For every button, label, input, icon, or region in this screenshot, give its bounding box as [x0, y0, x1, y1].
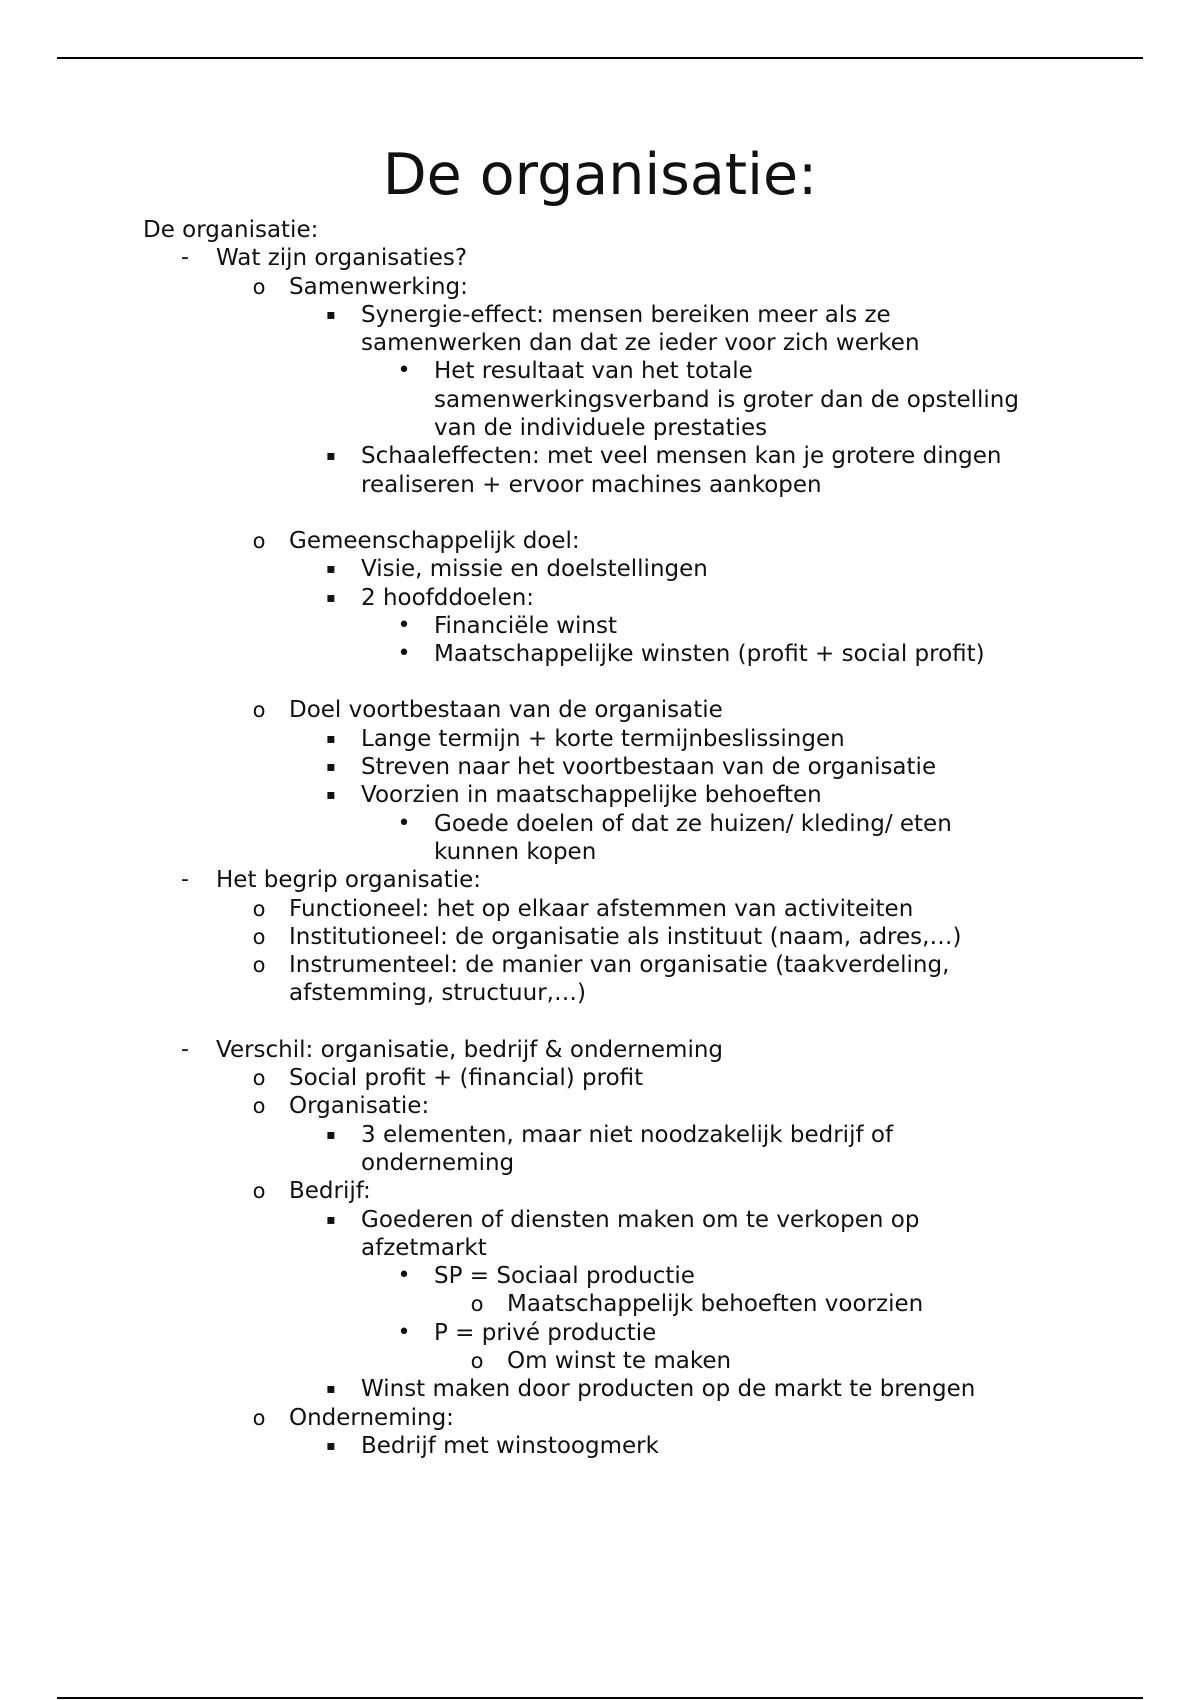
outline-text: afstemming, structuur,…) — [289, 980, 586, 1007]
square-bullet-icon: ▪ — [326, 1381, 336, 1398]
outline-line — [0, 1234, 1200, 1262]
outline-line — [0, 1121, 1200, 1149]
outline-line — [0, 527, 1200, 555]
outline-text: Om winst te maken — [507, 1347, 732, 1374]
outline-text: Verschil: organisatie, bedrijf & onderneming — [216, 1036, 724, 1063]
circle-bullet-icon: o — [252, 1094, 266, 1119]
outline-line — [0, 1036, 1200, 1064]
outline-text: Synergie-effect: mensen bereiken meer als ze — [361, 301, 891, 328]
circle-bullet-icon: o — [252, 1066, 266, 1091]
blank-line — [0, 1008, 1200, 1036]
outline-line — [0, 1262, 1200, 1290]
outline-text: Winst maken door producten op de markt te brengen — [361, 1376, 976, 1403]
outline-text: Doel voortbestaan van de organisatie — [289, 697, 723, 724]
outline-line — [0, 1064, 1200, 1092]
outline-line — [0, 329, 1200, 357]
outline-line — [0, 979, 1200, 1007]
outline-list — [0, 216, 1200, 1460]
outline-text: Het resultaat van het totale — [434, 358, 753, 385]
outline-text: Gemeenschappelijk doel: — [289, 527, 580, 554]
outline-text: Het begrip organisatie: — [216, 867, 482, 894]
square-bullet-icon: ▪ — [326, 1126, 336, 1143]
outline-line — [0, 301, 1200, 329]
dot-bullet-icon: • — [397, 1263, 411, 1289]
outline-text: Bedrijf: — [289, 1178, 371, 1205]
square-bullet-icon: ▪ — [326, 589, 336, 606]
outline-line — [0, 1092, 1200, 1120]
outline-text: Functioneel: het op elkaar afstemmen van activiteiten — [289, 895, 914, 922]
square-bullet-icon: ▪ — [326, 759, 336, 776]
outline-line — [0, 866, 1200, 894]
outline-line — [0, 1149, 1200, 1177]
outline-text: Maatschappelijk behoeften voorzien — [507, 1291, 924, 1318]
outline-line — [0, 1432, 1200, 1460]
outline-text: onderneming — [361, 1149, 515, 1176]
dash-bullet-icon: - — [181, 1036, 189, 1062]
dash-bullet-icon: - — [181, 867, 189, 893]
square-bullet-icon: ▪ — [326, 448, 336, 465]
outline-line — [0, 471, 1200, 499]
square-bullet-icon: ▪ — [326, 306, 336, 323]
outline-line — [0, 725, 1200, 753]
square-bullet-icon: ▪ — [326, 1211, 336, 1228]
outline-line — [0, 386, 1200, 414]
document-title: De organisatie: — [382, 142, 818, 208]
outline-text: Wat zijn organisaties? — [216, 245, 468, 272]
outline-text: Streven naar het voortbestaan van de organisatie — [361, 754, 937, 781]
outline-text: samenwerken dan dat ze ieder voor zich werken — [361, 330, 920, 357]
outline-line — [0, 923, 1200, 951]
outline-line — [0, 1177, 1200, 1205]
outline-text: Bedrijf met winstoogmerk — [361, 1432, 659, 1459]
outline-text: 2 hoofddoelen: — [361, 584, 535, 611]
outline-text: Samenwerking: — [289, 273, 468, 300]
blank-line — [0, 668, 1200, 696]
outline-text: Schaaleffecten: met veel mensen kan je grotere dingen — [361, 443, 1002, 470]
outline-line — [0, 781, 1200, 809]
circle-bullet-icon: o — [252, 274, 266, 299]
outline-text: De organisatie: — [143, 217, 319, 243]
circle-bullet-icon: o — [470, 1292, 484, 1317]
outline-text: Onderneming: — [289, 1404, 454, 1431]
outline-line — [0, 1290, 1200, 1318]
circle-bullet-icon: o — [252, 528, 266, 553]
footer-rule — [57, 1697, 1143, 1699]
outline-line — [0, 1375, 1200, 1403]
outline-line — [0, 810, 1200, 838]
outline-line — [0, 244, 1200, 272]
outline-text: Institutioneel: de organisatie als instituut (naam, adres,…) — [289, 923, 962, 950]
outline-text: kunnen kopen — [434, 838, 597, 865]
outline-text: realiseren + ervoor machines aankopen — [361, 471, 822, 498]
circle-bullet-icon: o — [252, 698, 266, 723]
circle-bullet-icon: o — [252, 924, 266, 949]
outline-text: 3 elementen, maar niet noodzakelijk bedrijf of — [361, 1121, 894, 1148]
outline-text: samenwerkingsverband is groter dan de opstelling — [434, 386, 1019, 413]
outline-text: Visie, missie en doelstellingen — [361, 556, 708, 583]
circle-bullet-icon: o — [252, 1405, 266, 1430]
outline-line — [0, 612, 1200, 640]
square-bullet-icon: ▪ — [326, 730, 336, 747]
square-bullet-icon: ▪ — [326, 1437, 336, 1454]
outline-text: Maatschappelijke winsten (profit + social profit) — [434, 641, 985, 668]
header-rule — [57, 57, 1143, 59]
outline-line — [0, 1347, 1200, 1375]
circle-bullet-icon: o — [252, 896, 266, 921]
circle-bullet-icon: o — [252, 1179, 266, 1204]
outline-line — [0, 1206, 1200, 1234]
outline-text: Social profit + (financial) profit — [289, 1065, 644, 1092]
outline-line — [0, 273, 1200, 301]
outline-text: Organisatie: — [289, 1093, 430, 1120]
dash-bullet-icon: - — [181, 245, 189, 271]
outline-line — [0, 1404, 1200, 1432]
blank-line — [0, 499, 1200, 527]
outline-text: SP = Sociaal productie — [434, 1263, 695, 1290]
outline-text: Instrumenteel: de manier van organisatie (taakverdeling, — [289, 952, 950, 979]
outline-line — [0, 555, 1200, 583]
outline-line — [0, 753, 1200, 781]
circle-bullet-icon: o — [252, 953, 266, 978]
square-bullet-icon: ▪ — [326, 561, 336, 578]
outline-line — [0, 838, 1200, 866]
dot-bullet-icon: • — [397, 358, 411, 384]
outline-text: Goede doelen of dat ze huizen/ kleding/ eten — [434, 810, 952, 837]
outline-line — [0, 442, 1200, 470]
dot-bullet-icon: • — [397, 641, 411, 667]
outline-line — [0, 414, 1200, 442]
outline-line — [0, 216, 1200, 244]
dot-bullet-icon: • — [397, 612, 411, 638]
outline-text: van de individuele prestaties — [434, 415, 768, 442]
dot-bullet-icon: • — [397, 1319, 411, 1345]
outline-line — [0, 951, 1200, 979]
outline-line — [0, 584, 1200, 612]
outline-text: Goederen of diensten maken om te verkopen op — [361, 1206, 920, 1233]
outline-text: Voorzien in maatschappelijke behoeften — [361, 782, 822, 809]
square-bullet-icon: ▪ — [326, 787, 336, 804]
outline-line — [0, 895, 1200, 923]
outline-text: Lange termijn + korte termijnbeslissingen — [361, 725, 845, 752]
outline-line — [0, 1319, 1200, 1347]
outline-text: Financiële winst — [434, 612, 618, 639]
circle-bullet-icon: o — [470, 1348, 484, 1373]
dot-bullet-icon: • — [397, 810, 411, 836]
outline-line — [0, 357, 1200, 385]
outline-text: afzetmarkt — [361, 1234, 487, 1261]
outline-line — [0, 640, 1200, 668]
outline-line — [0, 696, 1200, 724]
outline-text: P = privé productie — [434, 1319, 657, 1346]
